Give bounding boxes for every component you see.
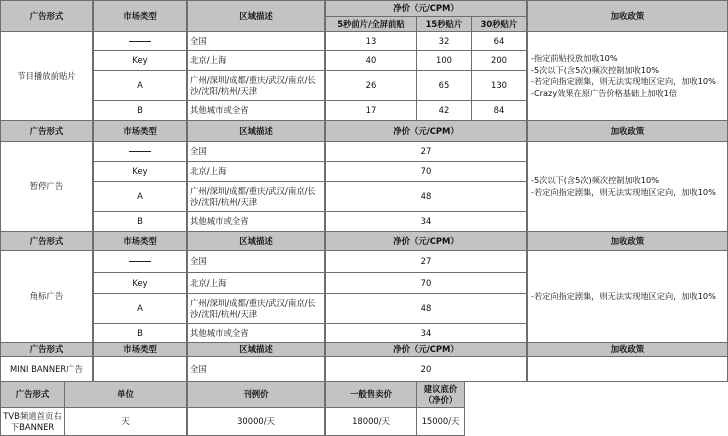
policy-line: -Crazy效果在原广告价格基础上加收1倍 bbox=[531, 87, 678, 98]
tvb-general-sale-price: 18000/天 bbox=[325, 407, 417, 436]
header-region-desc: 区域描述 bbox=[187, 120, 325, 142]
market-b: B bbox=[93, 211, 187, 232]
tvb-list-price: 30000/天 bbox=[187, 407, 325, 436]
price-cell: 48 bbox=[325, 293, 527, 324]
market-a: A bbox=[93, 181, 187, 212]
price-cell: 40 bbox=[325, 50, 417, 71]
price-cell: 130 bbox=[471, 70, 527, 101]
market-a: A bbox=[93, 70, 187, 101]
price-cell: 42 bbox=[416, 100, 472, 121]
region-cell: 全国 bbox=[187, 141, 325, 162]
market-national bbox=[93, 250, 187, 273]
ad-format-tvb-banner: TVB频道首页右下BANNER bbox=[0, 407, 65, 436]
price-cell: 70 bbox=[325, 272, 527, 294]
header-ad-format: 广告形式 bbox=[0, 0, 93, 32]
price-cell: 13 bbox=[325, 31, 417, 51]
policy-line: -5次以下(含5次)频次控制加收10% bbox=[531, 64, 660, 75]
market-national bbox=[93, 31, 187, 51]
header-region-desc: 区域描述 bbox=[187, 0, 325, 32]
region-cell: 其他城市或全省 bbox=[187, 211, 325, 232]
header-market-type: 市场类型 bbox=[93, 342, 187, 357]
header-market-type: 市场类型 bbox=[93, 231, 187, 251]
price-cell: 70 bbox=[325, 161, 527, 182]
price-cell: 26 bbox=[325, 70, 417, 101]
region-cell: 全国 bbox=[187, 31, 325, 51]
header-surcharge-policy: 加收政策 bbox=[527, 120, 728, 142]
policy-line: -若定向指定剧集，则无法实现地区定向，加收10% bbox=[531, 186, 716, 197]
region-cell: 广州/深圳/成都/重庆/武汉/南京/长沙/沈阳/杭州/天津 bbox=[187, 293, 325, 324]
policy-line: -若定向指定剧集，则无法实现地区定向，加收10% bbox=[531, 76, 716, 86]
header-surcharge-policy: 加收政策 bbox=[527, 231, 728, 251]
header-region-desc: 区域描述 bbox=[187, 231, 325, 251]
header-net-price: 净价（元/CPM） bbox=[325, 0, 527, 17]
price-cell: 27 bbox=[325, 141, 527, 162]
ad-format-pre-roll: 节目播放前贴片 bbox=[0, 31, 93, 121]
header-suggested-floor: 建议底价（净价） bbox=[416, 381, 465, 408]
price-cell: 32 bbox=[416, 31, 472, 51]
region-cell: 其他城市或全省 bbox=[187, 323, 325, 343]
region-cell: 全国 bbox=[187, 250, 325, 273]
tvb-unit: 天 bbox=[64, 407, 187, 436]
header-30s-roll: 30秒贴片 bbox=[471, 16, 527, 32]
market-b: B bbox=[93, 100, 187, 121]
policy-pause bbox=[527, 141, 728, 232]
header-ad-format: 广告形式 bbox=[0, 342, 93, 357]
header-market-type: 市场类型 bbox=[93, 0, 187, 32]
region-cell: 全国 bbox=[187, 356, 325, 382]
ad-format-pause: 暂停广告 bbox=[0, 141, 93, 232]
market-key: Key bbox=[93, 272, 187, 294]
dash-mark bbox=[129, 41, 151, 42]
market-b: B bbox=[93, 323, 187, 343]
price-cell: 34 bbox=[325, 323, 527, 343]
header-ad-format: 广告形式 bbox=[0, 231, 93, 251]
policy-line: -指定前贴投放加收10% bbox=[531, 53, 618, 63]
policy-pre-roll bbox=[527, 31, 728, 121]
header-market-type: 市场类型 bbox=[93, 120, 187, 142]
dash-mark bbox=[129, 261, 151, 262]
header-ad-format: 广告形式 bbox=[0, 120, 93, 142]
price-cell: 27 bbox=[325, 250, 527, 273]
market-key: Key bbox=[93, 50, 187, 71]
header-surcharge-policy: 加收政策 bbox=[527, 0, 728, 32]
price-cell: 100 bbox=[416, 50, 472, 71]
region-cell: 北京/上海 bbox=[187, 272, 325, 294]
header-net-price: 净价（元/CPM） bbox=[325, 120, 527, 142]
tvb-suggested-floor: 15000/天 bbox=[416, 407, 465, 436]
market-a: A bbox=[93, 293, 187, 324]
price-cell: 84 bbox=[471, 100, 527, 121]
header-15s-roll: 15秒贴片 bbox=[416, 16, 472, 32]
policy-corner bbox=[527, 250, 728, 343]
policy-mini-banner bbox=[527, 356, 728, 382]
header-list-price: 刊例价 bbox=[187, 381, 325, 408]
header-5s-pre-roll: 5秒前片/全屏前贴 bbox=[325, 16, 417, 32]
dash-mark bbox=[129, 151, 151, 152]
header-ad-format: 广告形式 bbox=[0, 381, 65, 408]
price-cell: 20 bbox=[325, 356, 527, 382]
price-cell: 48 bbox=[325, 181, 527, 212]
price-cell: 200 bbox=[471, 50, 527, 71]
header-general-sale-price: 一般售卖价 bbox=[325, 381, 417, 408]
region-cell: 广州/深圳/成都/重庆/武汉/南京/长沙/沈阳/杭州/天津 bbox=[187, 181, 325, 212]
price-cell: 17 bbox=[325, 100, 417, 121]
header-net-price: 净价（元/CPM） bbox=[325, 342, 527, 357]
region-cell: 北京/上海 bbox=[187, 50, 325, 71]
region-cell: 其他城市或全省 bbox=[187, 100, 325, 121]
ad-format-corner: 角标广告 bbox=[0, 250, 93, 343]
region-cell: 北京/上海 bbox=[187, 161, 325, 182]
header-region-desc: 区域描述 bbox=[187, 342, 325, 357]
market-national bbox=[93, 141, 187, 162]
header-surcharge-policy: 加收政策 bbox=[527, 342, 728, 357]
price-cell: 65 bbox=[416, 70, 472, 101]
header-net-price: 净价（元/CPM） bbox=[325, 231, 527, 251]
region-cell: 广州/深圳/成都/重庆/武汉/南京/长沙/沈阳/杭州/天津 bbox=[187, 70, 325, 101]
market-key: Key bbox=[93, 161, 187, 182]
price-cell: 34 bbox=[325, 211, 527, 232]
ad-format-mini-banner: MINI BANNER广告 bbox=[0, 356, 93, 382]
policy-line: -若定向指定剧集，则无法实现地区定向，加收10% bbox=[531, 290, 716, 301]
policy-line: -5次以下(含5次)频次控制加收10% bbox=[531, 175, 660, 185]
market-empty bbox=[93, 356, 187, 382]
header-unit: 单位 bbox=[64, 381, 187, 408]
price-cell: 64 bbox=[471, 31, 527, 51]
